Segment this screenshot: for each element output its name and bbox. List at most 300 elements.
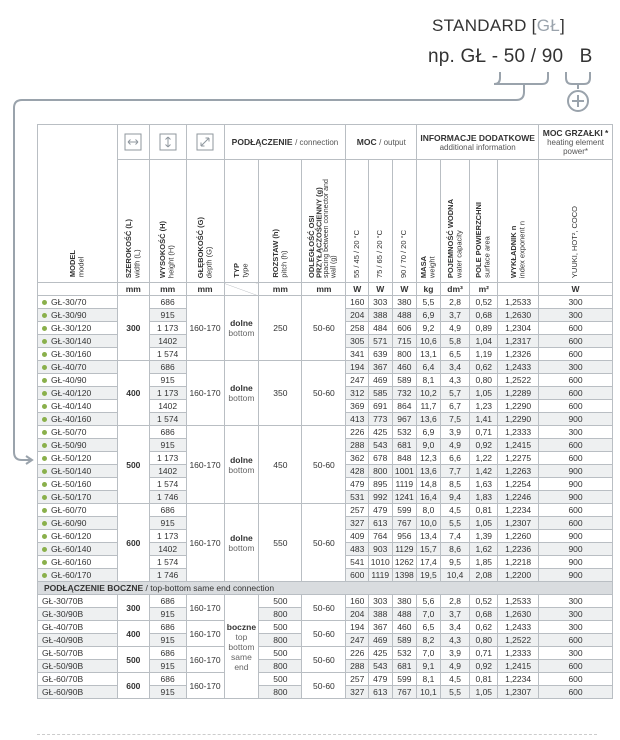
table-row bbox=[38, 426, 613, 439]
surface-cell: 0,81 bbox=[470, 673, 498, 686]
model-name: GŁ-60/90 bbox=[51, 518, 87, 528]
power-75-cell: 585 bbox=[368, 387, 392, 400]
surface-cell: 0,71 bbox=[470, 647, 498, 660]
height-cell: 1 574 bbox=[149, 556, 186, 569]
model-cell bbox=[38, 374, 118, 387]
model-cell bbox=[38, 491, 118, 504]
heater-cell: 900 bbox=[539, 556, 613, 569]
water-cell: 3,7 bbox=[440, 608, 470, 621]
heater-cell: 300 bbox=[539, 595, 613, 608]
mass-cell: 7,0 bbox=[417, 608, 441, 621]
model-name: GŁ-30/90 bbox=[51, 310, 87, 320]
model-name: GŁ-30/70 bbox=[51, 297, 87, 307]
power-90-cell: 864 bbox=[392, 400, 417, 413]
water-cell: 3,9 bbox=[440, 426, 470, 439]
exponent-cell: 1,2275 bbox=[498, 452, 539, 465]
heater-cell: 300 bbox=[539, 296, 613, 309]
height-cell: 915 bbox=[149, 517, 186, 530]
power-90-cell: 532 bbox=[392, 426, 417, 439]
bullet-icon bbox=[42, 313, 47, 318]
heater-cell: 600 bbox=[539, 452, 613, 465]
exponent-cell: 1,2333 bbox=[498, 426, 539, 439]
power-55-cell: 204 bbox=[346, 309, 369, 322]
type-label-en: bottom bbox=[228, 542, 255, 553]
water-cell: 3,7 bbox=[440, 309, 470, 322]
power-55-cell: 258 bbox=[346, 322, 369, 335]
type-label-en: bottom bbox=[228, 393, 255, 403]
water-cell: 4,3 bbox=[440, 374, 470, 387]
header-model: MODEL model bbox=[38, 125, 118, 283]
heater-cell: 900 bbox=[539, 491, 613, 504]
pitch-cell: 500 bbox=[259, 647, 302, 660]
height-cell: 1 574 bbox=[149, 348, 186, 361]
power-55-cell: 479 bbox=[346, 478, 369, 491]
width-cell: 400 bbox=[117, 361, 149, 426]
mass-cell: 7,0 bbox=[417, 647, 441, 660]
heater-cell: 900 bbox=[539, 413, 613, 426]
heater-cell: 300 bbox=[539, 621, 613, 634]
power-75-cell: 303 bbox=[368, 296, 392, 309]
model-name: GŁ-40/120 bbox=[51, 388, 92, 398]
mass-cell: 8,1 bbox=[417, 673, 441, 686]
heater-cell: 600 bbox=[539, 348, 613, 361]
power-75-cell: 303 bbox=[368, 595, 392, 608]
model-name: GŁ-40/140 bbox=[51, 401, 92, 411]
exponent-cell: 1,2415 bbox=[498, 660, 539, 673]
model-name: GŁ-50/140 bbox=[51, 466, 92, 476]
height-cell: 686 bbox=[149, 296, 186, 309]
width-cell: 300 bbox=[117, 595, 149, 621]
power-90-cell: 956 bbox=[392, 530, 417, 543]
power-55-cell: 288 bbox=[346, 439, 369, 452]
height-cell: 686 bbox=[149, 595, 186, 608]
heater-cell: 600 bbox=[539, 660, 613, 673]
water-cell: 9,4 bbox=[440, 491, 470, 504]
header-power-90: 90 / 70 / 20 °C bbox=[392, 160, 417, 283]
exponent-cell: 1,2522 bbox=[498, 634, 539, 647]
surface-cell: 0,68 bbox=[470, 309, 498, 322]
depth-cell: 160-170 bbox=[186, 647, 224, 673]
height-cell: 1402 bbox=[149, 335, 186, 348]
surface-cell: 1,22 bbox=[470, 452, 498, 465]
surface-cell: 1,41 bbox=[470, 413, 498, 426]
water-cell: 6,7 bbox=[440, 400, 470, 413]
surface-cell: 0,52 bbox=[470, 595, 498, 608]
mass-cell: 8,0 bbox=[417, 504, 441, 517]
water-cell: 9,5 bbox=[440, 556, 470, 569]
mass-cell: 5,5 bbox=[417, 296, 441, 309]
model-name: GŁ-50/70 bbox=[51, 427, 87, 437]
water-cell: 5,5 bbox=[440, 686, 470, 699]
header-heater-power: MOC GRZAŁKI * heating element power* bbox=[539, 125, 613, 160]
header-type: TYP type bbox=[224, 160, 259, 283]
header-exponent: WYKŁADNIK n index exponent n bbox=[498, 160, 539, 283]
surface-cell: 1,19 bbox=[470, 348, 498, 361]
power-55-cell: 531 bbox=[346, 491, 369, 504]
mass-cell: 13,6 bbox=[417, 465, 441, 478]
heater-cell: 600 bbox=[539, 517, 613, 530]
power-55-cell: 341 bbox=[346, 348, 369, 361]
model-name: GŁ-50/90 bbox=[51, 440, 87, 450]
exponent-cell: 1,2307 bbox=[498, 517, 539, 530]
bullet-icon bbox=[42, 352, 47, 357]
surface-cell: 0,92 bbox=[470, 660, 498, 673]
model-cell: GŁ-50/90B bbox=[38, 660, 118, 673]
width-cell: 600 bbox=[117, 504, 149, 582]
power-75-cell: 1119 bbox=[368, 569, 392, 582]
water-cell: 4,9 bbox=[440, 660, 470, 673]
heater-cell: 600 bbox=[539, 439, 613, 452]
power-75-cell: 543 bbox=[368, 660, 392, 673]
height-cell: 915 bbox=[149, 309, 186, 322]
spacing-cell: 50-60 bbox=[302, 504, 346, 582]
depth-cell: 160-170 bbox=[186, 296, 224, 361]
surface-cell: 0,62 bbox=[470, 621, 498, 634]
model-cell bbox=[38, 478, 118, 491]
heater-cell: 600 bbox=[539, 322, 613, 335]
power-90-cell: 460 bbox=[392, 361, 417, 374]
water-cell: 10,4 bbox=[440, 569, 470, 582]
model-cell bbox=[38, 517, 118, 530]
power-90-cell: 681 bbox=[392, 439, 417, 452]
heater-cell: 600 bbox=[539, 335, 613, 348]
heater-cell: 900 bbox=[539, 478, 613, 491]
exponent-cell: 1,2236 bbox=[498, 543, 539, 556]
power-90-cell: 380 bbox=[392, 296, 417, 309]
height-cell: 1 746 bbox=[149, 491, 186, 504]
water-cell: 3,4 bbox=[440, 621, 470, 634]
exponent-cell: 1,2630 bbox=[498, 309, 539, 322]
pitch-cell: 800 bbox=[259, 608, 302, 621]
power-90-cell: 488 bbox=[392, 608, 417, 621]
model-cell: GŁ-60/70B bbox=[38, 673, 118, 686]
model-name: GŁ-60/140 bbox=[51, 544, 92, 554]
surface-cell: 0,71 bbox=[470, 426, 498, 439]
footnote-divider bbox=[37, 734, 597, 739]
mass-cell: 6,5 bbox=[417, 621, 441, 634]
surface-cell: 0,81 bbox=[470, 504, 498, 517]
height-cell: 915 bbox=[149, 660, 186, 673]
bullet-icon bbox=[42, 365, 47, 370]
water-cell: 8,5 bbox=[440, 478, 470, 491]
exponent-cell: 1,2200 bbox=[498, 569, 539, 582]
heater-cell: 300 bbox=[539, 426, 613, 439]
power-90-cell: 599 bbox=[392, 673, 417, 686]
depth-cell: 160-170 bbox=[186, 361, 224, 426]
power-75-cell: 773 bbox=[368, 413, 392, 426]
header-mass: MASA weight bbox=[417, 160, 441, 283]
model-name: GŁ-30/120 bbox=[51, 323, 92, 333]
water-cell: 7,5 bbox=[440, 413, 470, 426]
table-row bbox=[38, 504, 613, 517]
surface-cell: 1,39 bbox=[470, 530, 498, 543]
bullet-icon bbox=[42, 534, 47, 539]
height-cell: 1 574 bbox=[149, 413, 186, 426]
power-75-cell: 764 bbox=[368, 530, 392, 543]
height-cell: 915 bbox=[149, 686, 186, 699]
surface-cell: 0,92 bbox=[470, 439, 498, 452]
power-90-cell: 732 bbox=[392, 387, 417, 400]
model-name: GŁ-30/160 bbox=[51, 349, 92, 359]
header-connection: PODŁĄCZENIE / connection bbox=[224, 125, 346, 160]
heater-cell: 600 bbox=[539, 673, 613, 686]
spacing-cell: 50-60 bbox=[302, 647, 346, 673]
power-55-cell: 409 bbox=[346, 530, 369, 543]
type-label-pl: dolne bbox=[230, 383, 253, 393]
side-table-body bbox=[38, 595, 613, 699]
heater-cell: 300 bbox=[539, 361, 613, 374]
pitch-cell: 800 bbox=[259, 686, 302, 699]
height-cell: 686 bbox=[149, 426, 186, 439]
model-cell bbox=[38, 465, 118, 478]
heater-cell: 600 bbox=[539, 387, 613, 400]
model-name: GŁ-50/160 bbox=[51, 479, 92, 489]
header-power-75: 75 / 65 / 20 °C bbox=[368, 160, 392, 283]
bullet-icon bbox=[42, 339, 47, 344]
height-cell: 1 746 bbox=[149, 569, 186, 582]
main-table-body bbox=[38, 296, 613, 582]
surface-cell: 0,80 bbox=[470, 634, 498, 647]
height-cell: 686 bbox=[149, 621, 186, 634]
heater-cell: 900 bbox=[539, 569, 613, 582]
water-cell: 5,5 bbox=[440, 517, 470, 530]
power-55-cell: 204 bbox=[346, 608, 369, 621]
power-90-cell: 767 bbox=[392, 517, 417, 530]
model-name: GŁ-60/70 bbox=[51, 505, 87, 515]
power-55-cell: 288 bbox=[346, 660, 369, 673]
model-cell bbox=[38, 400, 118, 413]
mass-cell: 8,2 bbox=[417, 634, 441, 647]
mass-cell: 19,5 bbox=[417, 569, 441, 582]
surface-cell: 1,05 bbox=[470, 517, 498, 530]
power-75-cell: 425 bbox=[368, 426, 392, 439]
width-cell: 500 bbox=[117, 426, 149, 504]
model-name: GŁ-60/170 bbox=[51, 570, 92, 580]
header-surface: POLE POWIERZCHNI surface area bbox=[470, 160, 498, 283]
bullet-icon bbox=[42, 508, 47, 513]
surface-cell: 0,52 bbox=[470, 296, 498, 309]
spacing-cell: 50-60 bbox=[302, 296, 346, 361]
exponent-cell: 1,2433 bbox=[498, 361, 539, 374]
power-55-cell: 160 bbox=[346, 296, 369, 309]
table-row bbox=[38, 595, 613, 608]
heater-cell: 300 bbox=[539, 647, 613, 660]
mass-cell: 15,7 bbox=[417, 543, 441, 556]
water-cell: 2,8 bbox=[440, 296, 470, 309]
header-additional-info: INFORMACJE DODATKOWE additional information bbox=[417, 125, 539, 160]
power-75-cell: 639 bbox=[368, 348, 392, 361]
power-75-cell: 543 bbox=[368, 439, 392, 452]
power-90-cell: 1241 bbox=[392, 491, 417, 504]
water-cell: 4,5 bbox=[440, 504, 470, 517]
model-cell bbox=[38, 322, 118, 335]
header-power: MOC / output bbox=[346, 125, 417, 160]
spacing-cell: 50-60 bbox=[302, 621, 346, 647]
power-75-cell: 571 bbox=[368, 335, 392, 348]
power-55-cell: 226 bbox=[346, 647, 369, 660]
power-90-cell: 681 bbox=[392, 660, 417, 673]
exponent-cell: 1,2289 bbox=[498, 387, 539, 400]
header-power-55: 55 / 45 / 20 °C bbox=[346, 160, 369, 283]
header-water: POJEMNOŚĆ WODNA water capacity bbox=[440, 160, 470, 283]
spacing-cell: 50-60 bbox=[302, 426, 346, 504]
water-cell: 8,6 bbox=[440, 543, 470, 556]
heater-cell: 600 bbox=[539, 686, 613, 699]
pitch-cell: 500 bbox=[259, 673, 302, 686]
power-75-cell: 469 bbox=[368, 374, 392, 387]
height-cell: 1 173 bbox=[149, 452, 186, 465]
power-75-cell: 903 bbox=[368, 543, 392, 556]
width-cell: 600 bbox=[117, 673, 149, 699]
width-cell: 300 bbox=[117, 296, 149, 361]
spec-table bbox=[37, 124, 613, 699]
model-name: GŁ-40/160 bbox=[51, 414, 92, 424]
type-label-en: bottom bbox=[228, 328, 255, 338]
plus-circle-icon bbox=[566, 89, 590, 113]
heater-cell: 600 bbox=[539, 504, 613, 517]
type-label-en: top bottom same end bbox=[228, 631, 255, 672]
pitch-cell: 550 bbox=[259, 504, 302, 582]
model-cell bbox=[38, 413, 118, 426]
power-55-cell: 428 bbox=[346, 465, 369, 478]
power-90-cell: 1398 bbox=[392, 569, 417, 582]
surface-cell: 1,05 bbox=[470, 686, 498, 699]
type-label-pl: dolne bbox=[230, 318, 253, 328]
header-width: SZEROKOŚĆ (L) width (L) bbox=[117, 125, 149, 283]
spacing-cell: 50-60 bbox=[302, 361, 346, 426]
surface-cell: 1,05 bbox=[470, 387, 498, 400]
water-cell: 4,5 bbox=[440, 673, 470, 686]
bullet-icon bbox=[42, 391, 47, 396]
model-cell bbox=[38, 504, 118, 517]
power-90-cell: 1129 bbox=[392, 543, 417, 556]
exponent-cell: 1,2254 bbox=[498, 478, 539, 491]
power-75-cell: 678 bbox=[368, 452, 392, 465]
power-75-cell: 388 bbox=[368, 608, 392, 621]
bullet-icon bbox=[42, 326, 47, 331]
power-55-cell: 194 bbox=[346, 361, 369, 374]
header-height: WYSOKOŚĆ (H) height (H) bbox=[149, 125, 186, 283]
model-name: GŁ-40/70 bbox=[51, 362, 87, 372]
power-90-cell: 532 bbox=[392, 647, 417, 660]
pitch-cell: 350 bbox=[259, 361, 302, 426]
exponent-cell: 1,2246 bbox=[498, 491, 539, 504]
height-cell: 1402 bbox=[149, 465, 186, 478]
model-cell: GŁ-50/70B bbox=[38, 647, 118, 660]
exponent-cell: 1,2522 bbox=[498, 374, 539, 387]
surface-cell: 1,42 bbox=[470, 465, 498, 478]
model-cell: GŁ-40/70B bbox=[38, 621, 118, 634]
water-cell: 3,4 bbox=[440, 361, 470, 374]
pitch-cell: 500 bbox=[259, 621, 302, 634]
mass-cell: 9,0 bbox=[417, 439, 441, 452]
exponent-cell: 1,2326 bbox=[498, 348, 539, 361]
water-cell: 4,3 bbox=[440, 634, 470, 647]
power-75-cell: 388 bbox=[368, 309, 392, 322]
heater-cell: 900 bbox=[539, 530, 613, 543]
type-cell bbox=[224, 296, 259, 361]
code-example: np. GŁ - 50 / 90 B bbox=[428, 46, 593, 67]
power-75-cell: 895 bbox=[368, 478, 392, 491]
mass-cell: 6,9 bbox=[417, 426, 441, 439]
power-55-cell: 362 bbox=[346, 452, 369, 465]
water-cell: 6,5 bbox=[440, 348, 470, 361]
surface-cell: 1,63 bbox=[470, 478, 498, 491]
model-name: GŁ-60/120 bbox=[51, 531, 92, 541]
power-90-cell: 967 bbox=[392, 413, 417, 426]
heater-cell: 600 bbox=[539, 374, 613, 387]
bullet-icon bbox=[42, 482, 47, 487]
water-cell: 4,9 bbox=[440, 439, 470, 452]
power-75-cell: 484 bbox=[368, 322, 392, 335]
exponent-cell: 1,2333 bbox=[498, 647, 539, 660]
mass-cell: 9,1 bbox=[417, 660, 441, 673]
power-55-cell: 160 bbox=[346, 595, 369, 608]
depth-cell: 160-170 bbox=[186, 621, 224, 647]
mass-cell: 6,4 bbox=[417, 361, 441, 374]
water-cell: 3,9 bbox=[440, 647, 470, 660]
mass-cell: 10,0 bbox=[417, 517, 441, 530]
depth-cell: 160-170 bbox=[186, 595, 224, 621]
bullet-icon bbox=[42, 417, 47, 422]
power-90-cell: 1001 bbox=[392, 465, 417, 478]
power-90-cell: 767 bbox=[392, 686, 417, 699]
height-cell: 915 bbox=[149, 374, 186, 387]
depth-diagonal-icon bbox=[196, 133, 214, 151]
model-cell bbox=[38, 569, 118, 582]
mass-cell: 13,4 bbox=[417, 530, 441, 543]
power-90-cell: 488 bbox=[392, 309, 417, 322]
mass-cell: 6,9 bbox=[417, 309, 441, 322]
water-cell: 2,8 bbox=[440, 595, 470, 608]
power-75-cell: 479 bbox=[368, 673, 392, 686]
height-cell: 1 173 bbox=[149, 387, 186, 400]
height-cell: 915 bbox=[149, 608, 186, 621]
exponent-cell: 1,2290 bbox=[498, 413, 539, 426]
height-cell: 686 bbox=[149, 361, 186, 374]
exponent-cell: 1,2630 bbox=[498, 608, 539, 621]
surface-cell: 2,08 bbox=[470, 569, 498, 582]
mass-cell: 9,2 bbox=[417, 322, 441, 335]
spacing-cell: 50-60 bbox=[302, 673, 346, 699]
heater-cell: 900 bbox=[539, 543, 613, 556]
model-cell: GŁ-40/90B bbox=[38, 634, 118, 647]
model-cell bbox=[38, 387, 118, 400]
power-90-cell: 599 bbox=[392, 504, 417, 517]
exponent-cell: 1,2533 bbox=[498, 595, 539, 608]
power-75-cell: 425 bbox=[368, 647, 392, 660]
pitch-cell: 500 bbox=[259, 595, 302, 608]
height-cell: 915 bbox=[149, 634, 186, 647]
surface-cell: 0,68 bbox=[470, 608, 498, 621]
model-cell bbox=[38, 335, 118, 348]
water-cell: 5,8 bbox=[440, 335, 470, 348]
height-cell: 1 173 bbox=[149, 322, 186, 335]
type-label-pl: dolne bbox=[230, 454, 253, 465]
power-55-cell: 600 bbox=[346, 569, 369, 582]
height-cell: 1402 bbox=[149, 400, 186, 413]
power-55-cell: 247 bbox=[346, 374, 369, 387]
height-cell: 1 173 bbox=[149, 530, 186, 543]
water-cell: 7,7 bbox=[440, 465, 470, 478]
model-cell bbox=[38, 530, 118, 543]
mass-cell: 10,2 bbox=[417, 387, 441, 400]
power-75-cell: 691 bbox=[368, 400, 392, 413]
model-cell: GŁ-60/90B bbox=[38, 686, 118, 699]
model-name: GŁ-50/170 bbox=[51, 492, 92, 502]
water-cell: 6,6 bbox=[440, 452, 470, 465]
water-cell: 5,7 bbox=[440, 387, 470, 400]
